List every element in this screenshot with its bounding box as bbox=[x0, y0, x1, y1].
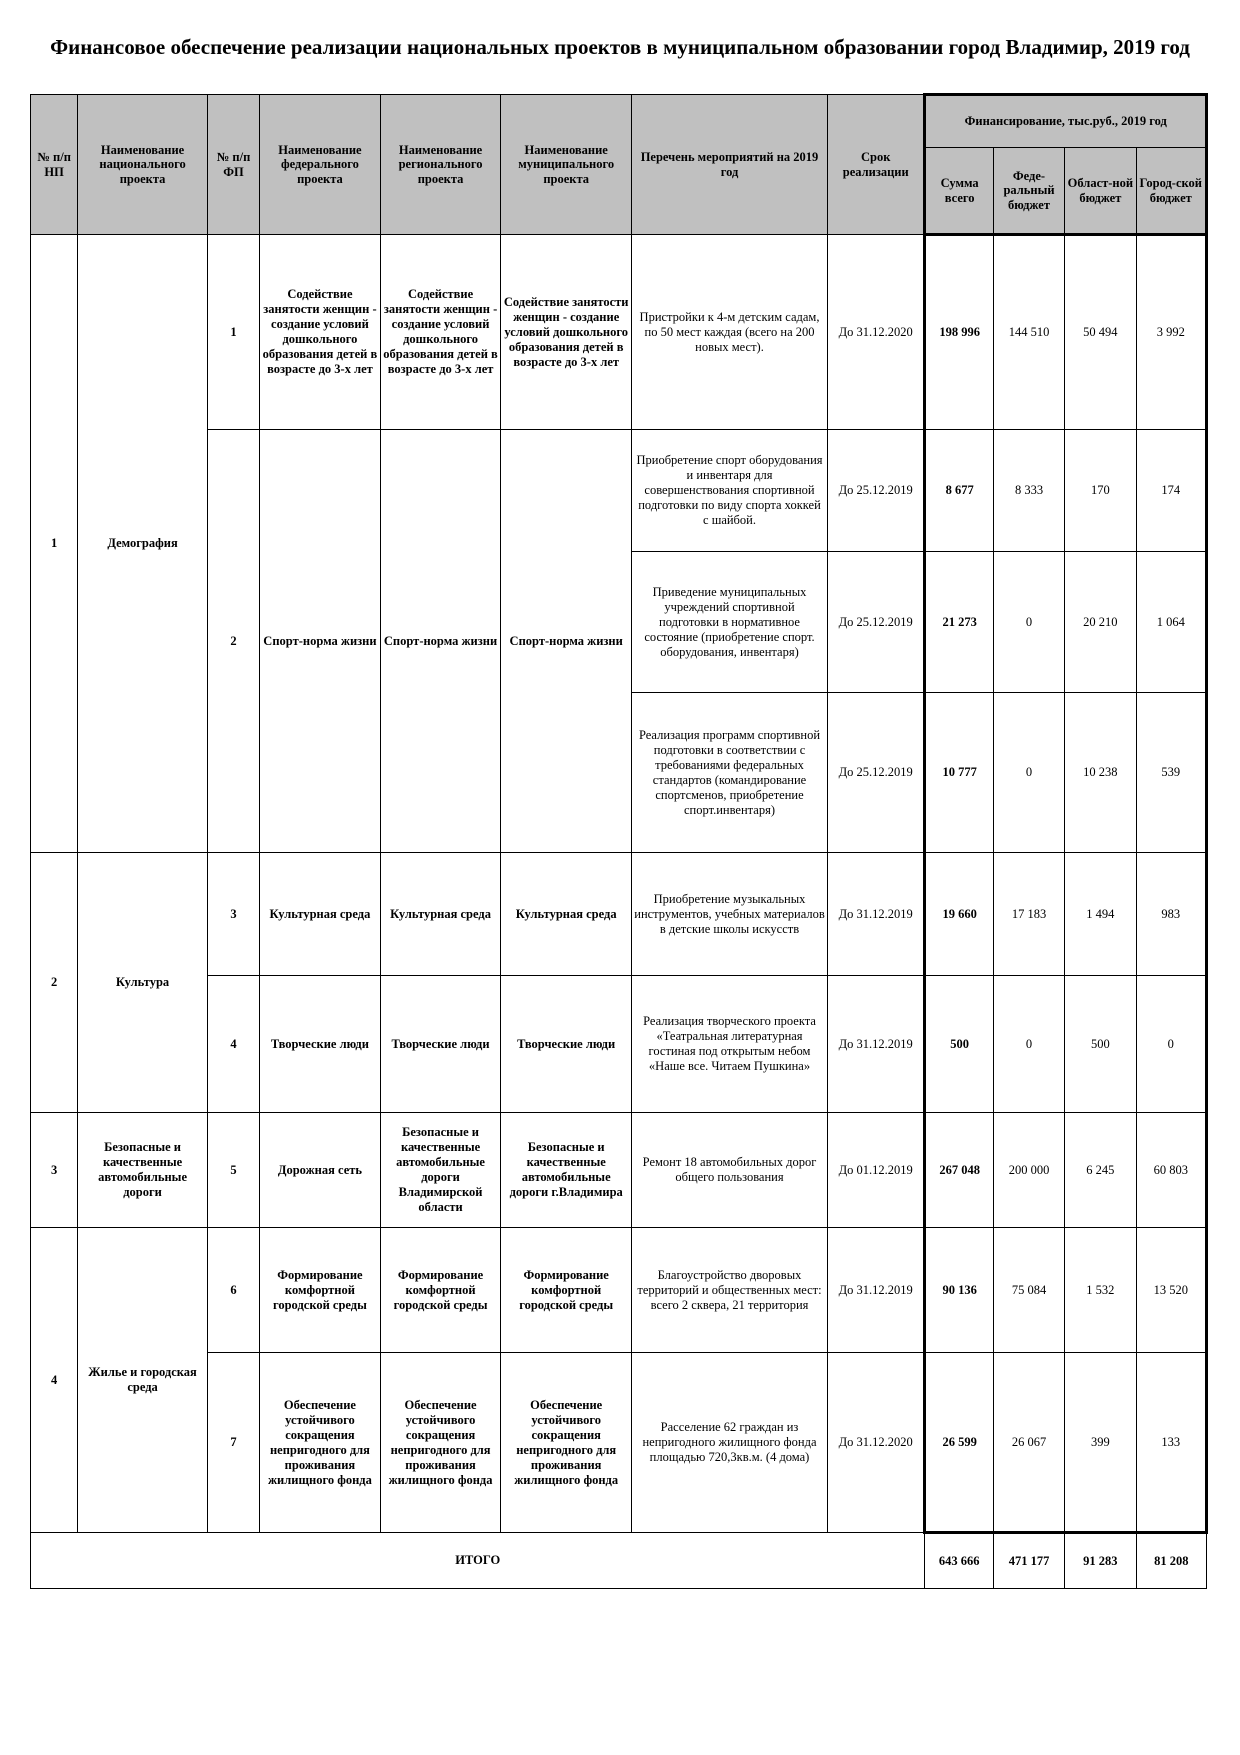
fp-name: Дорожная сеть bbox=[260, 1113, 381, 1228]
fp-number: 3 bbox=[207, 853, 259, 976]
sum-federal: 0 bbox=[993, 552, 1064, 693]
term: До 31.12.2020 bbox=[828, 1353, 925, 1533]
np-number: 4 bbox=[31, 1228, 78, 1533]
sum-federal: 26 067 bbox=[993, 1353, 1064, 1533]
sum-city: 174 bbox=[1136, 430, 1206, 552]
event-description: Ремонт 18 автомобильных дорог общего пользования bbox=[632, 1113, 828, 1228]
header-fp-num: № п/п ФП bbox=[207, 95, 259, 235]
sum-federal: 8 333 bbox=[993, 430, 1064, 552]
sum-federal: 200 000 bbox=[993, 1113, 1064, 1228]
header-np-num: № п/п НП bbox=[31, 95, 78, 235]
rp-name: Содействие занятости женщин - создание условий дошкольного образования детей в возрасте до 3-х лет bbox=[380, 235, 501, 430]
event-description: Приобретение музыкальных инструментов, учебных материалов в детские школы искусств bbox=[632, 853, 828, 976]
header-federal: Феде-ральный бюджет bbox=[993, 148, 1064, 235]
fp-number: 6 bbox=[207, 1228, 259, 1353]
header-regional: Област-ной бюджет bbox=[1065, 148, 1136, 235]
event-description: Благоустройство дворовых территорий и общественных мест: всего 2 сквера, 21 территория bbox=[632, 1228, 828, 1353]
totals-sum-city: 81 208 bbox=[1136, 1533, 1206, 1589]
header-total: Сумма всего bbox=[925, 148, 993, 235]
fp-name: Творческие люди bbox=[260, 976, 381, 1113]
sum-regional: 1 532 bbox=[1065, 1228, 1136, 1353]
sum-total: 10 777 bbox=[925, 693, 993, 853]
np-name: Культура bbox=[78, 853, 208, 1113]
mp-name: Обеспечение устойчивого сокращения непригодного для проживания жилищного фонда bbox=[501, 1353, 632, 1533]
table-row bbox=[31, 235, 1207, 430]
sum-regional: 20 210 bbox=[1065, 552, 1136, 693]
sum-total: 90 136 bbox=[925, 1228, 993, 1353]
table-row bbox=[31, 1353, 1207, 1533]
fp-name: Обеспечение устойчивого сокращения непригодного для проживания жилищного фонда bbox=[260, 1353, 381, 1533]
totals-sum-federal: 471 177 bbox=[993, 1533, 1064, 1589]
fp-name: Содействие занятости женщин - создание условий дошкольного образования детей в возрасте до 3-х лет bbox=[260, 235, 381, 430]
sum-city: 13 520 bbox=[1136, 1228, 1206, 1353]
sum-total: 19 660 bbox=[925, 853, 993, 976]
sum-regional: 6 245 bbox=[1065, 1113, 1136, 1228]
mp-name: Безопасные и качественные автомобильные дороги г.Владимира bbox=[501, 1113, 632, 1228]
np-number: 2 bbox=[31, 853, 78, 1113]
event-description: Реализация творческого проекта «Театральная литературная гостиная под открытым небом «Наше все. Читаем Пушкина» bbox=[632, 976, 828, 1113]
term: До 25.12.2019 bbox=[828, 693, 925, 853]
term: До 01.12.2019 bbox=[828, 1113, 925, 1228]
rp-name: Творческие люди bbox=[380, 976, 501, 1113]
term: До 25.12.2019 bbox=[828, 430, 925, 552]
sum-city: 133 bbox=[1136, 1353, 1206, 1533]
header-rp-name: Наименование регионального проекта bbox=[380, 95, 501, 235]
rp-name: Спорт-норма жизни bbox=[380, 430, 501, 853]
sum-federal: 144 510 bbox=[993, 235, 1064, 430]
fp-name: Формирование комфортной городской среды bbox=[260, 1228, 381, 1353]
event-description: Реализация программ спортивной подготовки в соответствии с требованиями федеральных стандартов (командирование спортсменов, приобретение спорт.инвентаря) bbox=[632, 693, 828, 853]
financing-table bbox=[30, 93, 1208, 1589]
sum-federal: 17 183 bbox=[993, 853, 1064, 976]
np-number: 3 bbox=[31, 1113, 78, 1228]
table-row bbox=[31, 1113, 1207, 1228]
event-description: Расселение 62 граждан из непригодного жилищного фонда площадью 720,3кв.м. (4 дома) bbox=[632, 1353, 828, 1533]
rp-name: Культурная среда bbox=[380, 853, 501, 976]
header-row-1 bbox=[31, 95, 1207, 148]
sum-total: 8 677 bbox=[925, 430, 993, 552]
sum-regional: 1 494 bbox=[1065, 853, 1136, 976]
sum-regional: 10 238 bbox=[1065, 693, 1136, 853]
rp-name: Безопасные и качественные автомобильные дороги Владимирской области bbox=[380, 1113, 501, 1228]
event-description: Приобретение спорт оборудования и инвентаря для совершенствования спортивной подготовки по виду спорта хоккей с шайбой. bbox=[632, 430, 828, 552]
fp-number: 7 bbox=[207, 1353, 259, 1533]
sum-federal: 0 bbox=[993, 976, 1064, 1113]
fp-number: 1 bbox=[207, 235, 259, 430]
np-name: Демография bbox=[78, 235, 208, 853]
header-fp-name: Наименование федерального проекта bbox=[260, 95, 381, 235]
header-mp-name: Наименование муниципального проекта bbox=[501, 95, 632, 235]
np-name: Безопасные и качественные автомобильные дороги bbox=[78, 1113, 208, 1228]
header-events: Перечень мероприятий на 2019 год bbox=[632, 95, 828, 235]
np-number: 1 bbox=[31, 235, 78, 853]
mp-name: Спорт-норма жизни bbox=[501, 430, 632, 853]
term: До 31.12.2020 bbox=[828, 235, 925, 430]
mp-name: Культурная среда bbox=[501, 853, 632, 976]
event-description: Приведение муниципальных учреждений спортивной подготовки в нормативное состояние (приобретение спорт. оборудования, инвентаря) bbox=[632, 552, 828, 693]
mp-name: Формирование комфортной городской среды bbox=[501, 1228, 632, 1353]
sum-regional: 50 494 bbox=[1065, 235, 1136, 430]
sum-federal: 75 084 bbox=[993, 1228, 1064, 1353]
sum-city: 983 bbox=[1136, 853, 1206, 976]
sum-total: 500 bbox=[925, 976, 993, 1113]
sum-city: 3 992 bbox=[1136, 235, 1206, 430]
sum-total: 26 599 bbox=[925, 1353, 993, 1533]
sum-total: 198 996 bbox=[925, 235, 993, 430]
np-name: Жилье и городская среда bbox=[78, 1228, 208, 1533]
totals-sum-regional: 91 283 bbox=[1065, 1533, 1136, 1589]
sum-regional: 399 bbox=[1065, 1353, 1136, 1533]
mp-name: Содействие занятости женщин - создание условий дошкольного образования детей в возрасте до 3-х лет bbox=[501, 235, 632, 430]
header-city: Город-ской бюджет bbox=[1136, 148, 1206, 235]
fp-name: Культурная среда bbox=[260, 853, 381, 976]
sum-city: 0 bbox=[1136, 976, 1206, 1113]
totals-label: ИТОГО bbox=[31, 1533, 925, 1589]
sum-city: 539 bbox=[1136, 693, 1206, 853]
page-title: Финансовое обеспечение реализации национальных проектов в муниципальном образовании город Владимир, 2019 год bbox=[50, 35, 1190, 59]
table-row bbox=[31, 976, 1207, 1113]
term: До 31.12.2019 bbox=[828, 1228, 925, 1353]
table-row bbox=[31, 430, 1207, 552]
term: До 25.12.2019 bbox=[828, 552, 925, 693]
sum-city: 60 803 bbox=[1136, 1113, 1206, 1228]
sum-regional: 170 bbox=[1065, 430, 1136, 552]
table-row bbox=[31, 853, 1207, 976]
header-np-name: Наименование национального проекта bbox=[78, 95, 208, 235]
header-term: Срок реализации bbox=[828, 95, 925, 235]
sum-city: 1 064 bbox=[1136, 552, 1206, 693]
fp-number: 2 bbox=[207, 430, 259, 853]
header-financing: Финансирование, тыс.руб., 2019 год bbox=[925, 95, 1207, 148]
table-row bbox=[31, 1228, 1207, 1353]
sum-federal: 0 bbox=[993, 693, 1064, 853]
event-description: Пристройки к 4-м детским садам, по 50 мест каждая (всего на 200 новых мест). bbox=[632, 235, 828, 430]
totals-row bbox=[31, 1533, 1207, 1589]
term: До 31.12.2019 bbox=[828, 976, 925, 1113]
mp-name: Творческие люди bbox=[501, 976, 632, 1113]
sum-regional: 500 bbox=[1065, 976, 1136, 1113]
fp-number: 4 bbox=[207, 976, 259, 1113]
rp-name: Формирование комфортной городской среды bbox=[380, 1228, 501, 1353]
fp-number: 5 bbox=[207, 1113, 259, 1228]
sum-total: 21 273 bbox=[925, 552, 993, 693]
rp-name: Обеспечение устойчивого сокращения непригодного для проживания жилищного фонда bbox=[380, 1353, 501, 1533]
sum-total: 267 048 bbox=[925, 1113, 993, 1228]
fp-name: Спорт-норма жизни bbox=[260, 430, 381, 853]
totals-sum-total: 643 666 bbox=[925, 1533, 993, 1589]
term: До 31.12.2019 bbox=[828, 853, 925, 976]
